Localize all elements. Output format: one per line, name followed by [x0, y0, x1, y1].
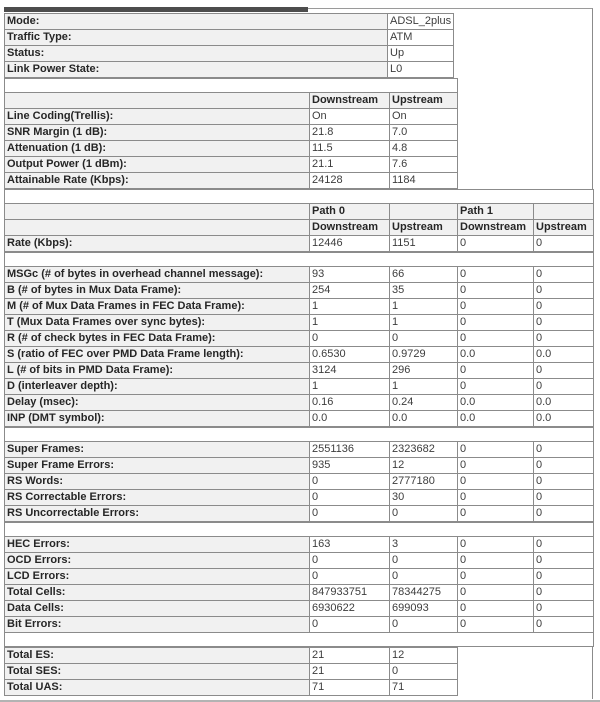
column-header-downstream: Downstream	[310, 220, 390, 236]
stat-value: 0	[534, 267, 594, 283]
top-divider-bar	[4, 7, 308, 12]
stat-label: Output Power (1 dBm):	[5, 157, 310, 173]
stat-value: 0	[458, 458, 534, 474]
stat-label: Delay (msec):	[5, 395, 310, 411]
stat-value: 0.0	[458, 347, 534, 363]
stat-row-rs-words	[5, 474, 594, 490]
stat-value: 0	[458, 363, 534, 379]
stat-label: RS Correctable Errors:	[5, 490, 310, 506]
stat-value: 0	[458, 585, 534, 601]
stat-value: 66	[390, 267, 458, 283]
stat-value: 0	[534, 506, 594, 522]
stat-label: S (ratio of FEC over PMD Data Frame length):	[5, 347, 310, 363]
stat-label: T (Mux Data Frames over sync bytes):	[5, 315, 310, 331]
stat-label: OCD Errors:	[5, 553, 310, 569]
spacer-row	[5, 79, 458, 93]
stat-value: 30	[390, 490, 458, 506]
column-header-upstream: Upstream	[534, 220, 594, 236]
stat-row-super-frame-errors	[5, 458, 594, 474]
stat-value: 7.6	[390, 157, 458, 173]
stat-row-super-frames	[5, 442, 594, 458]
stat-label: Rate (Kbps):	[5, 236, 310, 252]
stat-row-rate	[5, 236, 594, 252]
connection-info-table	[4, 13, 454, 78]
stat-value: 0.0	[534, 347, 594, 363]
stat-label: RS Words:	[5, 474, 310, 490]
stat-value: 0	[534, 442, 594, 458]
header-blank-cell	[534, 204, 594, 220]
stat-value: 0	[534, 379, 594, 395]
stat-value: 0	[534, 569, 594, 585]
stat-row-output-power	[5, 157, 458, 173]
stat-value: 0	[390, 664, 458, 680]
stat-label: RS Uncorrectable Errors:	[5, 506, 310, 522]
stat-label: Bit Errors:	[5, 617, 310, 633]
stat-value: 0	[534, 236, 594, 252]
stat-row-snr-margin	[5, 125, 458, 141]
column-header-row	[5, 93, 458, 109]
stat-value: 1	[390, 299, 458, 315]
stat-value: 296	[390, 363, 458, 379]
stat-label: L (# of bits in PMD Data Frame):	[5, 363, 310, 379]
stat-label: Traffic Type:	[5, 30, 388, 46]
stat-row-b	[5, 283, 594, 299]
stat-value: 0.0	[458, 395, 534, 411]
frame-counters-table	[4, 427, 594, 522]
stat-value: 0	[310, 617, 390, 633]
spacer-row	[5, 253, 594, 267]
stat-value: 1	[310, 299, 390, 315]
stat-value: 0	[458, 506, 534, 522]
stat-value: 0	[390, 553, 458, 569]
stat-value: 0	[458, 315, 534, 331]
stat-value: 0	[534, 585, 594, 601]
stat-value: ATM	[388, 30, 454, 46]
column-header-upstream: Upstream	[390, 220, 458, 236]
stat-value: 2777180	[390, 474, 458, 490]
stat-value: 1	[390, 315, 458, 331]
stat-value: 35	[390, 283, 458, 299]
stat-value: 1	[310, 379, 390, 395]
stat-row-lcd-errors	[5, 569, 594, 585]
stat-value: 6930622	[310, 601, 390, 617]
stat-value: 21.8	[310, 125, 390, 141]
stat-value: 0	[458, 236, 534, 252]
column-header-row	[5, 220, 594, 236]
stat-label: Super Frames:	[5, 442, 310, 458]
stat-row-status	[5, 46, 454, 62]
stat-value: 0	[534, 299, 594, 315]
stat-value: 3	[390, 537, 458, 553]
stat-value: 0.0	[390, 411, 458, 427]
stat-row-total-cells	[5, 585, 594, 601]
stat-label: SNR Margin (1 dB):	[5, 125, 310, 141]
stat-label: Status:	[5, 46, 388, 62]
stat-value: 0	[390, 569, 458, 585]
header-blank-cell	[5, 93, 310, 109]
stat-row-delay	[5, 395, 594, 411]
spacer-row	[5, 523, 594, 537]
stat-row-bit-errors	[5, 617, 594, 633]
stat-label: Mode:	[5, 14, 388, 30]
stat-row-attenuation	[5, 141, 458, 157]
stat-value: 0	[534, 490, 594, 506]
stat-value: 0	[458, 569, 534, 585]
stat-value: 4.8	[390, 141, 458, 157]
path0-header: Path 0	[310, 204, 390, 220]
stat-label: Total Cells:	[5, 585, 310, 601]
spacer-row	[5, 633, 594, 647]
stat-value: 1	[310, 315, 390, 331]
stat-value: 0	[534, 601, 594, 617]
stat-value: 0.6530	[310, 347, 390, 363]
column-header-downstream: Downstream	[458, 220, 534, 236]
stat-row-traffic-type	[5, 30, 454, 46]
stat-value: 0.0	[534, 395, 594, 411]
stat-value: 0	[458, 474, 534, 490]
path1-header: Path 1	[458, 204, 534, 220]
stat-label: Link Power State:	[5, 62, 388, 78]
stat-label: INP (DMT symbol):	[5, 411, 310, 427]
stat-row-s	[5, 347, 594, 363]
stat-row-m	[5, 299, 594, 315]
stat-value: 11.5	[310, 141, 390, 157]
stat-value: 0	[458, 331, 534, 347]
line-parameters-table	[4, 78, 458, 189]
stat-value: 0	[458, 490, 534, 506]
stat-label: Line Coding(Trellis):	[5, 109, 310, 125]
stat-row-r	[5, 331, 594, 347]
path-group-header-row	[5, 204, 594, 220]
stat-row-hec-errors	[5, 537, 594, 553]
stat-row-total-uas	[5, 680, 458, 696]
stat-label: Attainable Rate (Kbps):	[5, 173, 310, 189]
stat-value: On	[390, 109, 458, 125]
stat-value: 699093	[390, 601, 458, 617]
stat-value: 0	[390, 331, 458, 347]
stat-value: 0	[458, 601, 534, 617]
stat-row-l	[5, 363, 594, 379]
stat-value: 0	[534, 474, 594, 490]
stat-value: 1151	[390, 236, 458, 252]
stat-value: 254	[310, 283, 390, 299]
stat-value: 847933751	[310, 585, 390, 601]
stat-row-t	[5, 315, 594, 331]
stat-label: Total ES:	[5, 648, 310, 664]
stat-value: 0.16	[310, 395, 390, 411]
stat-value: 163	[310, 537, 390, 553]
stat-value: 0	[534, 458, 594, 474]
stat-value: 71	[390, 680, 458, 696]
stat-label: M (# of Mux Data Frames in FEC Data Frame):	[5, 299, 310, 315]
stat-row-mode	[5, 14, 454, 30]
stat-row-data-cells	[5, 601, 594, 617]
stat-value: 0	[458, 299, 534, 315]
column-header-downstream: Downstream	[310, 93, 390, 109]
stat-value: 0	[458, 617, 534, 633]
stat-label: D (interleaver depth):	[5, 379, 310, 395]
totals-table	[4, 647, 458, 696]
stat-row-rs-uncorrectable	[5, 506, 594, 522]
stat-value: 21	[310, 664, 390, 680]
stat-value: 0	[458, 379, 534, 395]
stat-value: 12	[390, 648, 458, 664]
stat-label: Total SES:	[5, 664, 310, 680]
dsl-statistics-panel	[4, 8, 593, 699]
stat-value: 0.0	[310, 411, 390, 427]
stat-value: 0.0	[534, 411, 594, 427]
stat-value: 0	[534, 617, 594, 633]
path-rate-table	[4, 189, 594, 252]
stat-row-msgc	[5, 267, 594, 283]
stat-value: Up	[388, 46, 454, 62]
stat-label: HEC Errors:	[5, 537, 310, 553]
stat-value: 21	[310, 648, 390, 664]
stat-row-rs-correctable	[5, 490, 594, 506]
stat-label: Data Cells:	[5, 601, 310, 617]
stat-label: B (# of bytes in Mux Data Frame):	[5, 283, 310, 299]
framing-parameters-table	[4, 252, 594, 427]
header-blank-cell	[390, 204, 458, 220]
stat-row-attainable-rate	[5, 173, 458, 189]
stat-value: 2551136	[310, 442, 390, 458]
stat-value: 21.1	[310, 157, 390, 173]
stat-value: 0	[390, 506, 458, 522]
stat-value: 0	[310, 506, 390, 522]
error-counters-table	[4, 522, 594, 647]
stat-label: Super Frame Errors:	[5, 458, 310, 474]
stat-value: 3124	[310, 363, 390, 379]
stat-value: 0	[310, 331, 390, 347]
stat-label: R (# of check bytes in FEC Data Frame):	[5, 331, 310, 347]
column-header-upstream: Upstream	[390, 93, 458, 109]
stat-value: 24128	[310, 173, 390, 189]
stat-value: 93	[310, 267, 390, 283]
stat-value: 935	[310, 458, 390, 474]
stat-value: 7.0	[390, 125, 458, 141]
spacer-row	[5, 190, 594, 204]
stat-value: 1	[390, 379, 458, 395]
stat-value: 0	[310, 474, 390, 490]
stat-value: 12446	[310, 236, 390, 252]
stat-label: LCD Errors:	[5, 569, 310, 585]
stat-value: 0	[458, 553, 534, 569]
stat-value: 0	[310, 553, 390, 569]
stat-value: On	[310, 109, 390, 125]
stat-value: 0	[534, 331, 594, 347]
stat-value: 0	[534, 537, 594, 553]
stat-value: 0	[458, 267, 534, 283]
stat-value: 0.24	[390, 395, 458, 411]
stat-value: ADSL_2plus	[388, 14, 454, 30]
stat-row-line-coding	[5, 109, 458, 125]
stat-row-total-es	[5, 648, 458, 664]
stat-label: MSGc (# of bytes in overhead channel message):	[5, 267, 310, 283]
stat-value: 0	[310, 490, 390, 506]
stat-value: L0	[388, 62, 454, 78]
stat-value: 71	[310, 680, 390, 696]
stat-value: 0	[458, 442, 534, 458]
header-blank-cell	[5, 204, 310, 220]
stat-value: 1184	[390, 173, 458, 189]
stat-value: 12	[390, 458, 458, 474]
stat-value: 0	[534, 315, 594, 331]
stat-value: 0	[390, 617, 458, 633]
stat-row-total-ses	[5, 664, 458, 680]
stat-value: 0	[534, 553, 594, 569]
spacer-row	[5, 428, 594, 442]
stat-row-ocd-errors	[5, 553, 594, 569]
stat-row-link-power-state	[5, 62, 454, 78]
header-blank-cell	[5, 220, 310, 236]
stat-label: Attenuation (1 dB):	[5, 141, 310, 157]
stat-value: 0	[458, 537, 534, 553]
stat-value: 0	[458, 283, 534, 299]
stat-row-inp	[5, 411, 594, 427]
stat-value: 0	[534, 363, 594, 379]
stat-value: 0	[310, 569, 390, 585]
stat-label: Total UAS:	[5, 680, 310, 696]
stat-value: 0.0	[458, 411, 534, 427]
stat-value: 2323682	[390, 442, 458, 458]
stat-value: 78344275	[390, 585, 458, 601]
stat-value: 0	[534, 283, 594, 299]
stat-value: 0.9729	[390, 347, 458, 363]
stat-row-d	[5, 379, 594, 395]
